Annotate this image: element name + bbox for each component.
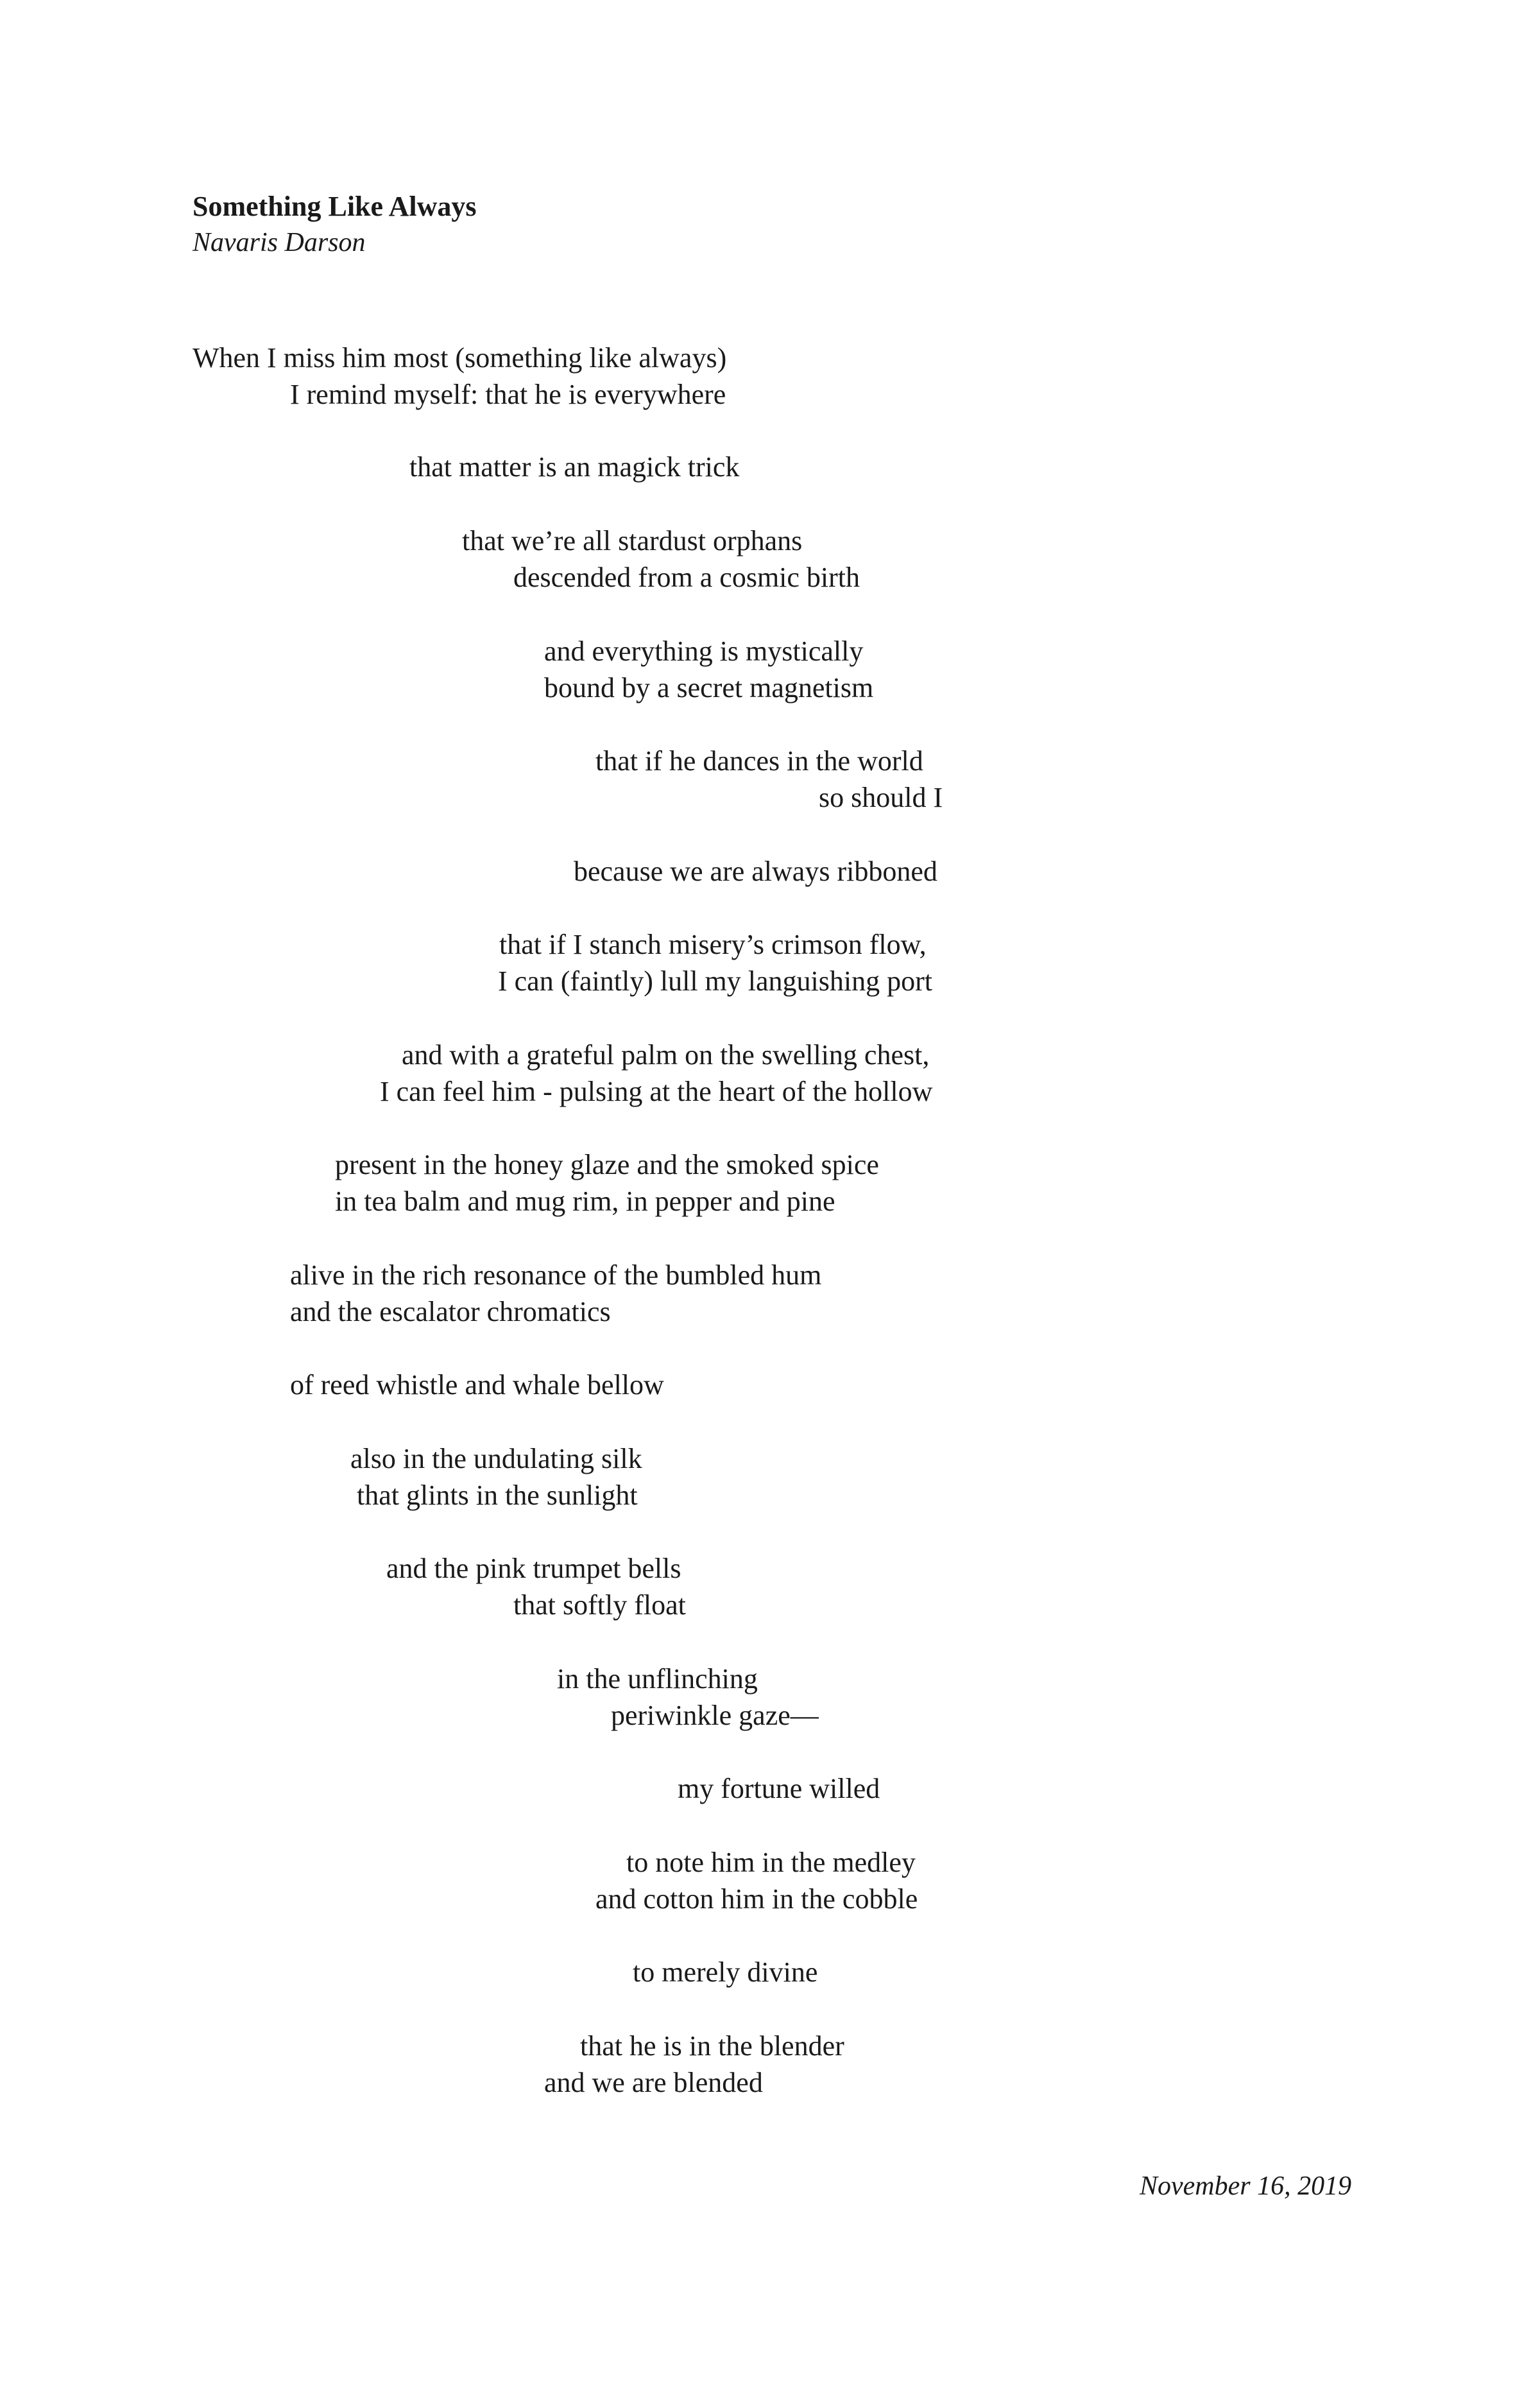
poem-title: Something Like Always	[193, 191, 477, 222]
poem-line: that softly float	[513, 1589, 686, 1621]
poem-line: that we’re all stardust orphans	[462, 525, 803, 556]
poem-line: When I miss him most (something like always)	[193, 342, 727, 374]
poem-line: so should I	[819, 782, 943, 813]
poem-line: and everything is mystically	[544, 635, 864, 667]
poem-line: also in the undulating silk	[350, 1443, 642, 1474]
poem-line: and the pink trumpet bells	[386, 1553, 681, 1584]
poem-line: I can feel him - pulsing at the heart of the hollow	[380, 1076, 933, 1107]
poem-line: because we are always ribboned	[574, 856, 937, 887]
poem-line: in the unflinching	[557, 1663, 758, 1695]
poem-line: and the escalator chromatics	[290, 1296, 611, 1327]
poem-line: of reed whistle and whale bellow	[290, 1369, 664, 1401]
poem-line: to merely divine	[633, 1956, 818, 1988]
poem-line: and with a grateful palm on the swelling chest,	[402, 1039, 930, 1071]
poem-line: that if he dances in the world	[595, 745, 923, 777]
poem-line: bound by a secret magnetism	[544, 672, 874, 703]
poem-line: in tea balm and mug rim, in pepper and pine	[335, 1186, 835, 1217]
poem-line: descended from a cosmic birth	[513, 562, 860, 593]
poem-line: and we are blended	[544, 2067, 763, 2098]
poem-line: alive in the rich resonance of the bumbled hum	[290, 1259, 822, 1291]
poem-line: to note him in the medley	[626, 1847, 916, 1878]
poem-line: my fortune willed	[678, 1773, 880, 1804]
poem-line: I remind myself: that he is everywhere	[290, 379, 726, 410]
poem-line: periwinkle gaze—	[611, 1700, 819, 1731]
poem-author: Navaris Darson	[193, 228, 366, 257]
poem-line: that if I stanch misery’s crimson flow,	[499, 929, 927, 960]
poem-line: that glints in the sunlight	[357, 1480, 638, 1511]
poem-line: that he is in the blender	[580, 2030, 844, 2062]
poem-line: and cotton him in the cobble	[595, 1883, 918, 1915]
poem-line: I can (faintly) lull my languishing port	[498, 965, 932, 997]
poem-line: that matter is an magick trick	[409, 451, 740, 483]
poem-line: present in the honey glaze and the smoked spice	[335, 1149, 879, 1180]
poem-date: November 16, 2019	[1140, 2171, 1352, 2201]
